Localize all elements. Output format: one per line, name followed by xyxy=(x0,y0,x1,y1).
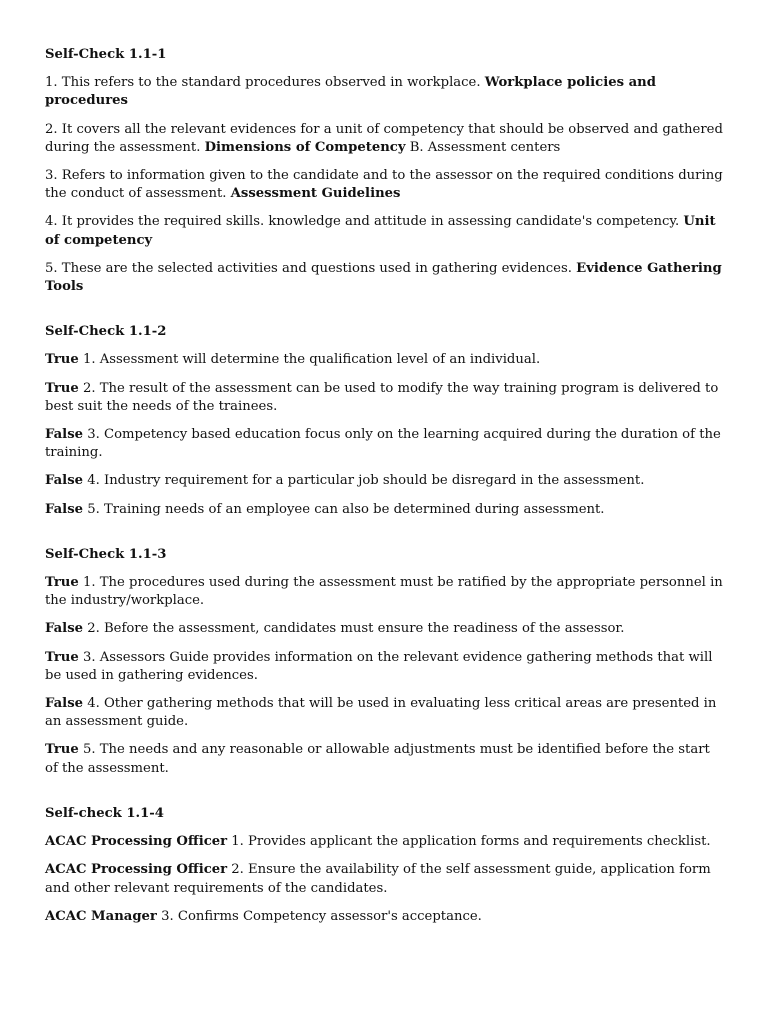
answer-label: True xyxy=(45,352,79,368)
question-text: 2. Before the assessment, candidates must ensure the readiness of the assessor. xyxy=(83,621,625,637)
question-item xyxy=(45,351,723,369)
section-self-check-1-1-4 xyxy=(45,805,723,926)
question-text: 2. Ensure the availability of the self assessment guide, application form and other relevant requirements of the candidates. xyxy=(45,862,711,896)
question-text: 2. The result of the assessment can be used to modify the way training program is delivered to best suit the needs of the trainees. xyxy=(45,380,719,414)
question-item xyxy=(45,574,723,610)
question-item xyxy=(45,695,723,731)
question-text: 5. Training needs of an employee can also be determined during assessment. xyxy=(83,501,605,517)
answer-text: Dimensions of Competency xyxy=(204,139,406,155)
question-item xyxy=(45,833,723,851)
question-text: 4. Other gathering methods that will be used in evaluating less critical areas are presented in an assessment guide. xyxy=(45,696,717,730)
section-self-check-1-1-3 xyxy=(45,546,723,778)
question-item xyxy=(45,501,723,519)
question-item xyxy=(45,260,723,296)
question-item xyxy=(45,861,723,897)
answer-text: Unit of competency xyxy=(45,214,716,248)
question-text: 1. This refers to the standard procedures observed in workplace. xyxy=(45,75,485,91)
question-text: 4. It provides the required skills. knowledge and attitude in assessing candidate's competency. xyxy=(45,214,684,230)
question-item xyxy=(45,121,723,157)
answer-label: True xyxy=(45,575,79,591)
question-text: 5. These are the selected activities and questions used in gathering evidences. xyxy=(45,260,577,276)
question-item xyxy=(45,74,723,110)
answer-label: False xyxy=(45,473,84,489)
question-text: 1. The procedures used during the assessment must be ratified by the appropriate personnel in the industry/workplace. xyxy=(45,575,723,609)
question-item xyxy=(45,167,723,203)
question-text: 3. Refers to information given to the candidate and to the assessor on the required conditions during the conduct of assessment. xyxy=(45,168,723,202)
question-text: 2. It covers all the relevant evidences for a unit of competency that should be observed and gathered during the assessment. xyxy=(45,121,723,155)
question-text: 3. Confirms Competency assessor's acceptance. xyxy=(156,908,482,924)
answer-label: True xyxy=(45,649,79,665)
question-item xyxy=(45,426,723,462)
answer-label: ACAC Processing Officer xyxy=(45,862,228,878)
question-item xyxy=(45,649,723,685)
section-self-check-1-1-2 xyxy=(45,323,723,519)
question-item xyxy=(45,380,723,416)
question-item xyxy=(45,472,723,490)
question-item xyxy=(45,908,723,926)
question-item xyxy=(45,741,723,777)
section-title: Self-Check 1.1-2 xyxy=(45,324,167,340)
answer-text: Assessment Guidelines xyxy=(230,186,401,202)
answer-label: ACAC Processing Officer xyxy=(45,834,228,850)
answer-tail: B. Assessment centers xyxy=(405,139,561,155)
section-title: Self-check 1.1-4 xyxy=(45,805,164,821)
question-text: 1. Provides applicant the application forms and requirements checklist. xyxy=(227,834,711,850)
section-self-check-1-1-1 xyxy=(45,46,723,296)
answer-label: False xyxy=(45,427,84,443)
question-text: 3. Competency based education focus only on the learning acquired during the duration of the training. xyxy=(45,427,721,461)
section-title: Self-Check 1.1-1 xyxy=(45,47,167,62)
answer-label: ACAC Manager xyxy=(45,908,157,924)
answer-text: Workplace policies and procedures xyxy=(45,75,656,109)
question-item xyxy=(45,620,723,638)
question-text: 4. Industry requirement for a particular job should be disregard in the assessment. xyxy=(83,473,645,489)
answer-label: False xyxy=(45,501,84,517)
question-text: 1. Assessment will determine the qualification level of an individual. xyxy=(78,352,541,368)
answer-label: False xyxy=(45,696,84,712)
answer-text: Evidence Gathering Tools xyxy=(45,260,722,295)
answer-label: True xyxy=(45,742,79,758)
answer-label: False xyxy=(45,621,84,637)
question-text: 5. The needs and any reasonable or allowable adjustments must be identified before the start of the assessment. xyxy=(45,742,710,776)
question-item xyxy=(45,213,723,249)
section-title: Self-Check 1.1-3 xyxy=(45,546,167,562)
question-text: 3. Assessors Guide provides information on the relevant evidence gathering methods that will be used in gathering evidences. xyxy=(45,649,713,683)
answer-label: True xyxy=(45,380,79,396)
